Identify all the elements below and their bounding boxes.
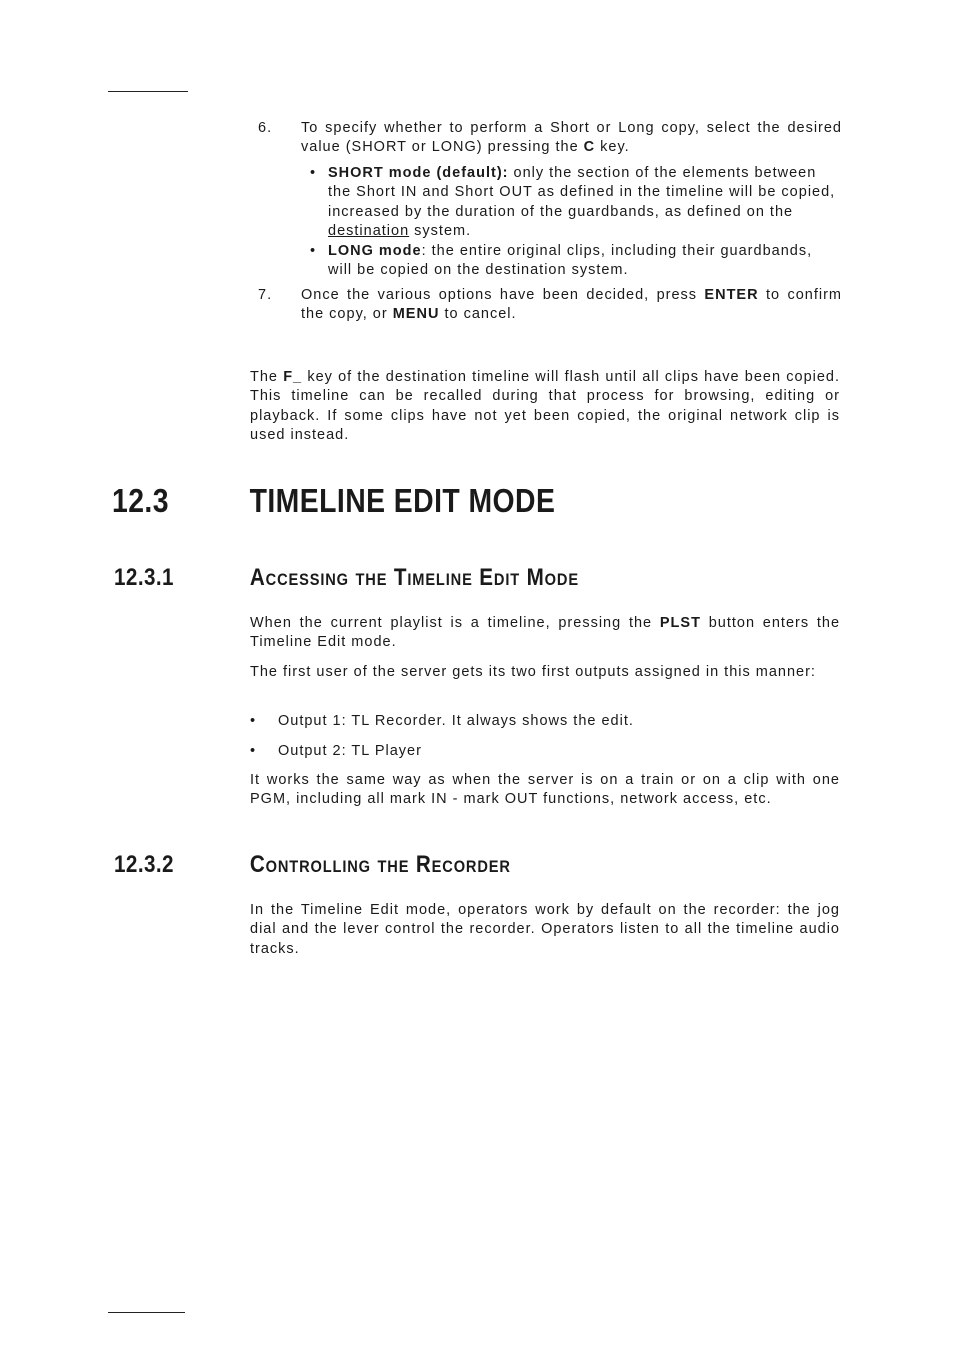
paragraph-recorder: In the Timeline Edit mode, operators work by default on the recorder: the jog dial and the lever control the recorder. Operators listen to all the timeline audio tracks. bbox=[250, 902, 840, 957]
mode-label: SHORT mode (default): bbox=[328, 165, 509, 181]
key-label: C bbox=[583, 139, 596, 156]
subsection-heading-controlling bbox=[114, 851, 511, 879]
paragraph-train: It works the same way as when the server is on a train or on a clip with one PGM, including all mark IN - mark OUT functions, network access, etc. bbox=[250, 772, 840, 808]
note-paragraph: The F_ key of the destination timeline will flash until all clips have been copied. This timeline can be recalled during that process for browsing, editing or playback. If some clips have not yet been copied, the original network clip is used instead. bbox=[250, 369, 841, 443]
subsection-number: 12.3.2 bbox=[114, 851, 174, 878]
destination-term: destination bbox=[328, 222, 410, 239]
section-title: TIMELINE EDIT MODE bbox=[249, 482, 556, 519]
key-label: PLST bbox=[659, 615, 701, 631]
subsection-title: Accessing the Timeline Edit Mode bbox=[249, 564, 579, 591]
list-item: • Output 1: TL Recorder. It always shows the edit. bbox=[250, 712, 840, 742]
step-text: Once the various options have been decided, press ENTER to confirm the copy, or MENU to cancel. bbox=[301, 287, 842, 323]
bullet-icon: • bbox=[250, 743, 257, 759]
step-text: To specify whether to perform a Short or Long copy, select the desired value (SHORT or LONG) pressing the C key. bbox=[301, 120, 842, 156]
key-label: ENTER bbox=[704, 287, 759, 303]
bullet-icon: • bbox=[250, 713, 257, 729]
step-6 bbox=[258, 119, 842, 158]
key-label: MENU bbox=[392, 306, 440, 323]
list-item: • Output 2: TL Player bbox=[250, 742, 840, 772]
paragraph-first-user: The first user of the server gets its two first outputs assigned in this manner: bbox=[250, 664, 816, 680]
key-label: F_ bbox=[283, 369, 303, 385]
step-number: 7. bbox=[258, 287, 273, 303]
paragraph-plst: When the current playlist is a timeline, pressing the PLST button enters the Timeline Edit mode. bbox=[250, 615, 841, 651]
outputs-list bbox=[250, 712, 840, 772]
list-item: • SHORT mode (default): only the section of the elements between the Short IN and Short OUT as defined in the timeline will be copied, increased by the duration of the guardbands, as defined on the destination system. bbox=[310, 165, 836, 239]
subsection-title: Controlling the Recorder bbox=[249, 851, 511, 878]
footer-rule bbox=[108, 1312, 185, 1313]
step-7 bbox=[258, 286, 842, 325]
subsection-number: 12.3.1 bbox=[114, 564, 174, 591]
bullet-icon: • bbox=[310, 243, 317, 260]
section-heading bbox=[112, 482, 555, 520]
list-item: • LONG mode: the entire original clips, including their guardbands, will be copied on the destination system. bbox=[310, 243, 813, 279]
header-rule bbox=[108, 91, 188, 92]
subsection-heading-accessing bbox=[114, 564, 579, 592]
copy-mode-list bbox=[310, 164, 840, 281]
mode-label: LONG mode bbox=[328, 243, 422, 260]
section-number: 12.3 bbox=[112, 482, 169, 519]
step-number: 6. bbox=[258, 120, 273, 136]
bullet-icon: • bbox=[310, 165, 317, 181]
